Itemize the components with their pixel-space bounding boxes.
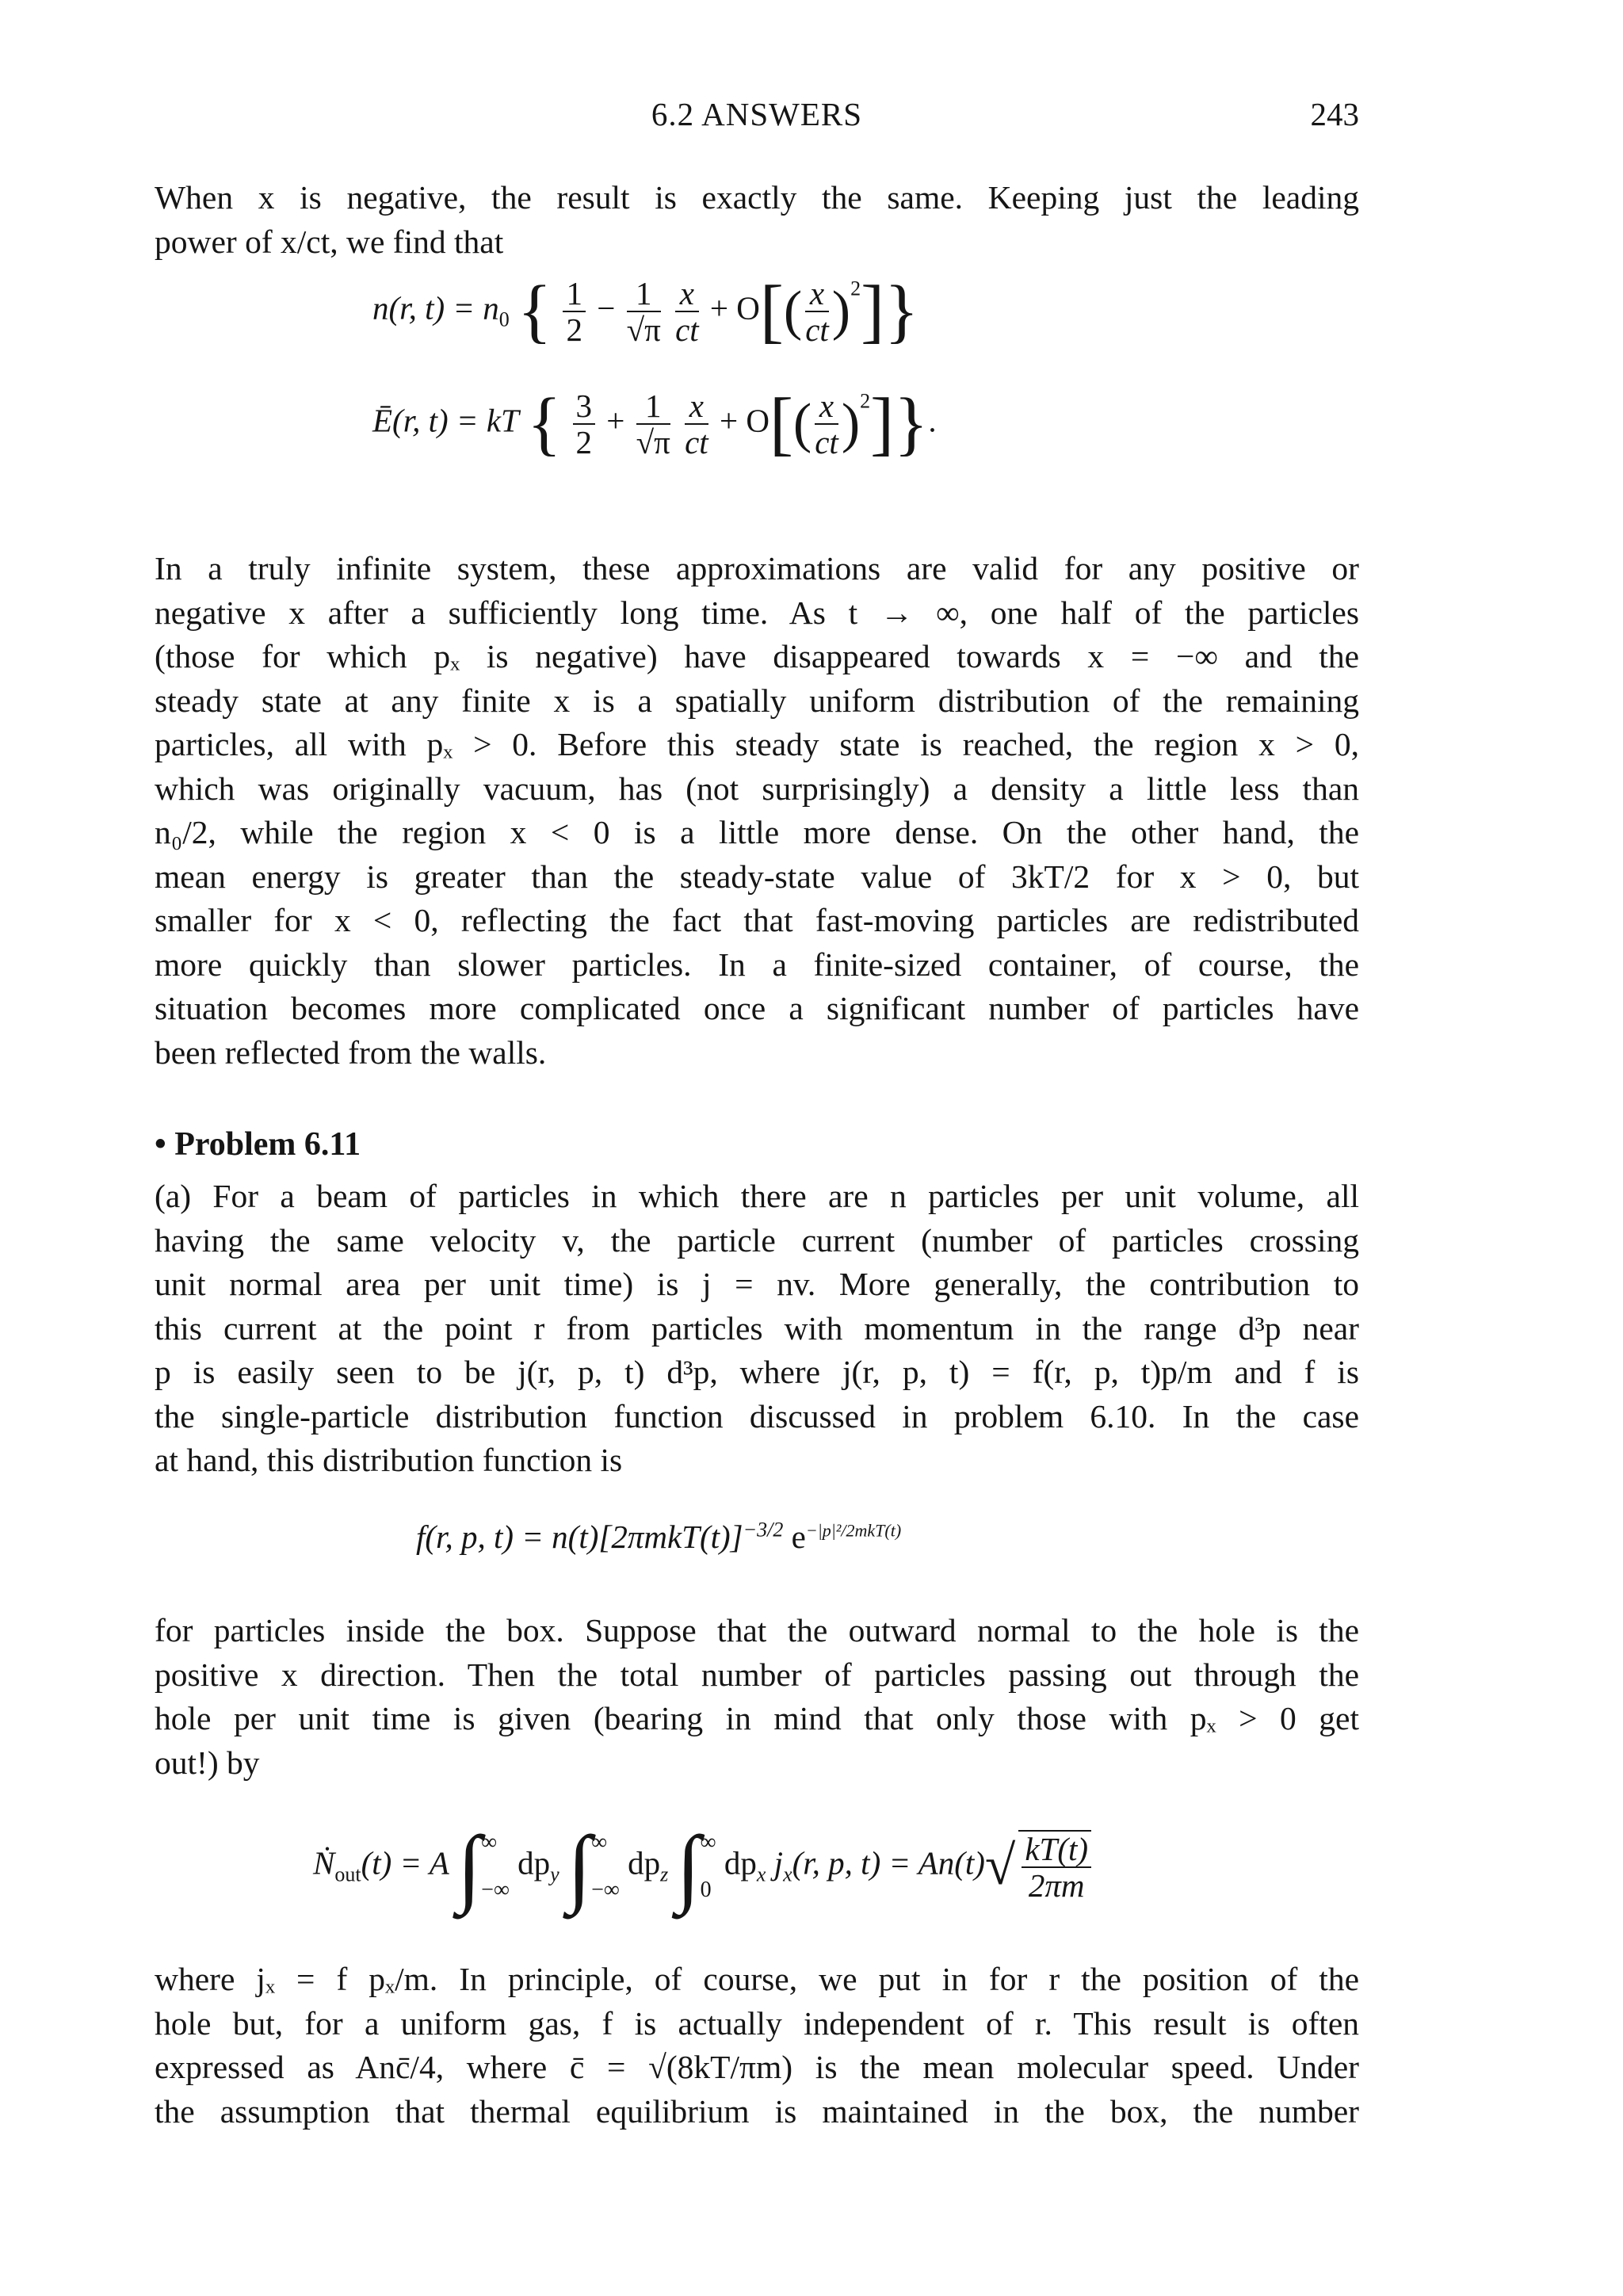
- text-line: positive x direction. Then the total number of particles passing out through the: [155, 1656, 1359, 1693]
- text-line: smaller for x < 0, reflecting the fact that fast-moving particles are redistributed: [155, 902, 1359, 938]
- distribution-equation: [416, 1518, 901, 1556]
- paren-open: (: [783, 281, 803, 342]
- bracket-close: ]: [861, 272, 885, 350]
- text-line: In a truly infinite system, these approximations are valid for any positive or: [155, 550, 1359, 586]
- order-symbol: O: [736, 289, 760, 327]
- text-line: out!) by: [155, 1744, 260, 1781]
- numerator: x: [815, 388, 838, 425]
- numerator: kT(t): [1022, 1832, 1091, 1868]
- exponent: −|p|²/2mkT(t): [805, 1520, 902, 1541]
- upper-limit: ∞: [700, 1830, 716, 1855]
- upper-limit: ∞: [591, 1830, 608, 1855]
- sqrt-fraction: [1018, 1830, 1091, 1903]
- text-line: situation becomes more complicated once a significant number of particles have: [155, 990, 1359, 1026]
- equation-lhs: Ē(r, t) = kT: [372, 402, 519, 439]
- text-line: this current at the point r from particles with momentum in the range d³p near: [155, 1309, 1359, 1347]
- numerator: 1: [563, 276, 586, 312]
- paren-close: ): [841, 393, 861, 454]
- sqrt-sign: √: [984, 1836, 1016, 1897]
- text-line: expressed as Anc̄/4, where c̄ = √(8kT/πm) is the mean molecular speed. Under: [155, 2049, 1359, 2085]
- fraction: [815, 388, 838, 460]
- text-line: negative x after a sufficiently long time. As t → ∞, one half of the particles: [155, 594, 1359, 631]
- subscript: x: [756, 1862, 766, 1886]
- equation-lhs: Ṅ: [313, 1844, 335, 1881]
- result-paragraph: [155, 1958, 1359, 2134]
- denominator: √π: [636, 424, 670, 460]
- problem-paragraph: [155, 1175, 1359, 1483]
- energy-equation: Ē(r, t) = kT { $\frac{3}{2}$ + $\frac{1}{√\pi}$ $\frac{x}{ct}$ + O[( $\frac{x}{ct}$ )$^2$]}.: [372, 384, 937, 463]
- subscript: x: [783, 1862, 792, 1886]
- lower-limit: 0: [700, 1878, 712, 1902]
- numerator: 1: [627, 276, 661, 312]
- denominator: √π: [626, 311, 661, 348]
- text-line: where jₓ = f pₓ/m. In principle, of course, we put in for r the position of the: [155, 1961, 1359, 1997]
- fraction: [563, 276, 586, 347]
- numerator: x: [685, 388, 708, 425]
- text-line: (a) For a beam of particles in which there are n particles per unit volume, all: [155, 1178, 1359, 1214]
- text-line: at hand, this distribution function is: [155, 1442, 623, 1478]
- exp-base: e: [783, 1519, 806, 1555]
- intro-paragraph: [155, 176, 1359, 264]
- text-line: which was originally vacuum, has (not surprisingly) a density a little less than: [155, 770, 1359, 807]
- numerator: 1: [636, 388, 670, 425]
- text-line: been reflected from the walls.: [155, 1033, 547, 1071]
- running-header: [155, 95, 1359, 143]
- lower-limit: −∞: [481, 1878, 510, 1902]
- bracket-open: [: [769, 384, 793, 463]
- current-symbol: j: [773, 1844, 784, 1881]
- bracket-open: [: [759, 272, 784, 350]
- fraction: [573, 388, 596, 460]
- text-line: (those for which pₓ is negative) have disappeared towards x = −∞ and the: [155, 638, 1359, 674]
- order-symbol: O: [746, 402, 769, 439]
- discussion-paragraph: [155, 547, 1359, 1075]
- equation-rhs: (r, p, t) = An(t): [792, 1844, 985, 1881]
- numerator: x: [805, 276, 829, 312]
- text-line: When x is negative, the result is exactly the same. Keeping just the leading: [155, 179, 1359, 216]
- fraction: [636, 388, 670, 460]
- denominator: ct: [675, 311, 699, 348]
- operator: +: [719, 402, 739, 439]
- paren-open: (: [792, 393, 812, 454]
- fraction: [685, 388, 708, 460]
- section-title: 6.2 ANSWERS: [651, 96, 863, 132]
- denominator: 2: [566, 311, 582, 348]
- numerator: 3: [573, 388, 596, 425]
- differential: dp: [628, 1844, 661, 1881]
- text-line: steady state at any finite x is a spatially uniform distribution of the remaining: [155, 682, 1359, 719]
- text-line: hole per unit time is given (bearing in mind that only those with pₓ > 0 get: [155, 1700, 1359, 1736]
- text-line: p is easily seen to be j(r, p, t) d³p, where j(r, p, t) = f(r, p, t)p/m and f is: [155, 1354, 1359, 1390]
- subscript: 0: [498, 308, 510, 331]
- exponent: 2: [860, 389, 871, 413]
- fraction: [627, 276, 661, 347]
- denominator: ct: [815, 424, 838, 460]
- operator: +: [606, 402, 625, 439]
- brace-close: }: [884, 272, 919, 350]
- text-line: for particles inside the box. Suppose that the outward normal to the hole is the: [155, 1612, 1359, 1648]
- equation-lhs: n(r, t) = n: [372, 289, 499, 327]
- text-line: power of x/ct, we find that: [155, 223, 504, 260]
- bracket-close: ]: [870, 384, 895, 463]
- subscript: y: [550, 1862, 559, 1886]
- brace-open: {: [527, 384, 562, 463]
- integral-sign: ∫: [457, 1818, 482, 1915]
- brace-close: }: [894, 384, 929, 463]
- operator: −: [597, 289, 616, 327]
- subscript: out: [334, 1862, 361, 1886]
- integral-sign: ∫: [567, 1818, 592, 1915]
- upper-limit: ∞: [481, 1830, 498, 1855]
- density-equation: [372, 272, 919, 350]
- integral-sign: ∫: [676, 1818, 701, 1915]
- equation-lhs-rest: (t) = A: [361, 1844, 449, 1881]
- text-line: hole but, for a uniform gas, f is actually independent of r. This result is often: [155, 2004, 1359, 2042]
- brace-open: {: [517, 272, 552, 350]
- fraction: [675, 276, 699, 347]
- lower-limit: −∞: [591, 1878, 620, 1902]
- differential: dp: [724, 1844, 757, 1881]
- subscript: z: [660, 1862, 669, 1886]
- text-line: more quickly than slower particles. In a finite-sized container, of course, the: [155, 946, 1359, 983]
- denominator: ct: [685, 424, 708, 460]
- problem-heading: • Problem 6.11: [155, 1126, 361, 1163]
- equation-body: f(r, p, t) = n(t)[2πmkT(t)]: [416, 1519, 743, 1555]
- paren-close: ): [831, 281, 851, 342]
- exponent: 2: [850, 277, 861, 300]
- text-line: the single-particle distribution function discussed in problem 6.10. In the case: [155, 1397, 1359, 1435]
- exponent: −3/2: [743, 1518, 784, 1541]
- outflow-equation: [313, 1819, 1094, 1914]
- page-number: 243: [1310, 96, 1359, 132]
- denominator: ct: [805, 311, 829, 348]
- denominator: 2: [575, 424, 593, 460]
- text-line: mean energy is greater than the steady-state value of 3kT/2 for x > 0, but: [155, 858, 1359, 895]
- text-line: the assumption that thermal equilibrium is maintained in the box, the number: [155, 2092, 1359, 2130]
- differential: dp: [517, 1844, 551, 1881]
- fraction: [805, 276, 829, 347]
- text-line: n₀/2, while the region x < 0 is a little more dense. On the other hand, the: [155, 814, 1359, 850]
- denominator: 2πm: [1028, 1867, 1085, 1904]
- text-line: particles, all with pₓ > 0. Before this steady state is reached, the region x > 0,: [155, 726, 1359, 762]
- flux-paragraph: [155, 1609, 1359, 1785]
- text-line: having the same velocity v, the particle current (number of particles crossing: [155, 1221, 1359, 1259]
- numerator: x: [675, 276, 699, 312]
- text-line: unit normal area per unit time) is j = nv. More generally, the contribution to: [155, 1266, 1359, 1302]
- operator: +: [709, 289, 729, 327]
